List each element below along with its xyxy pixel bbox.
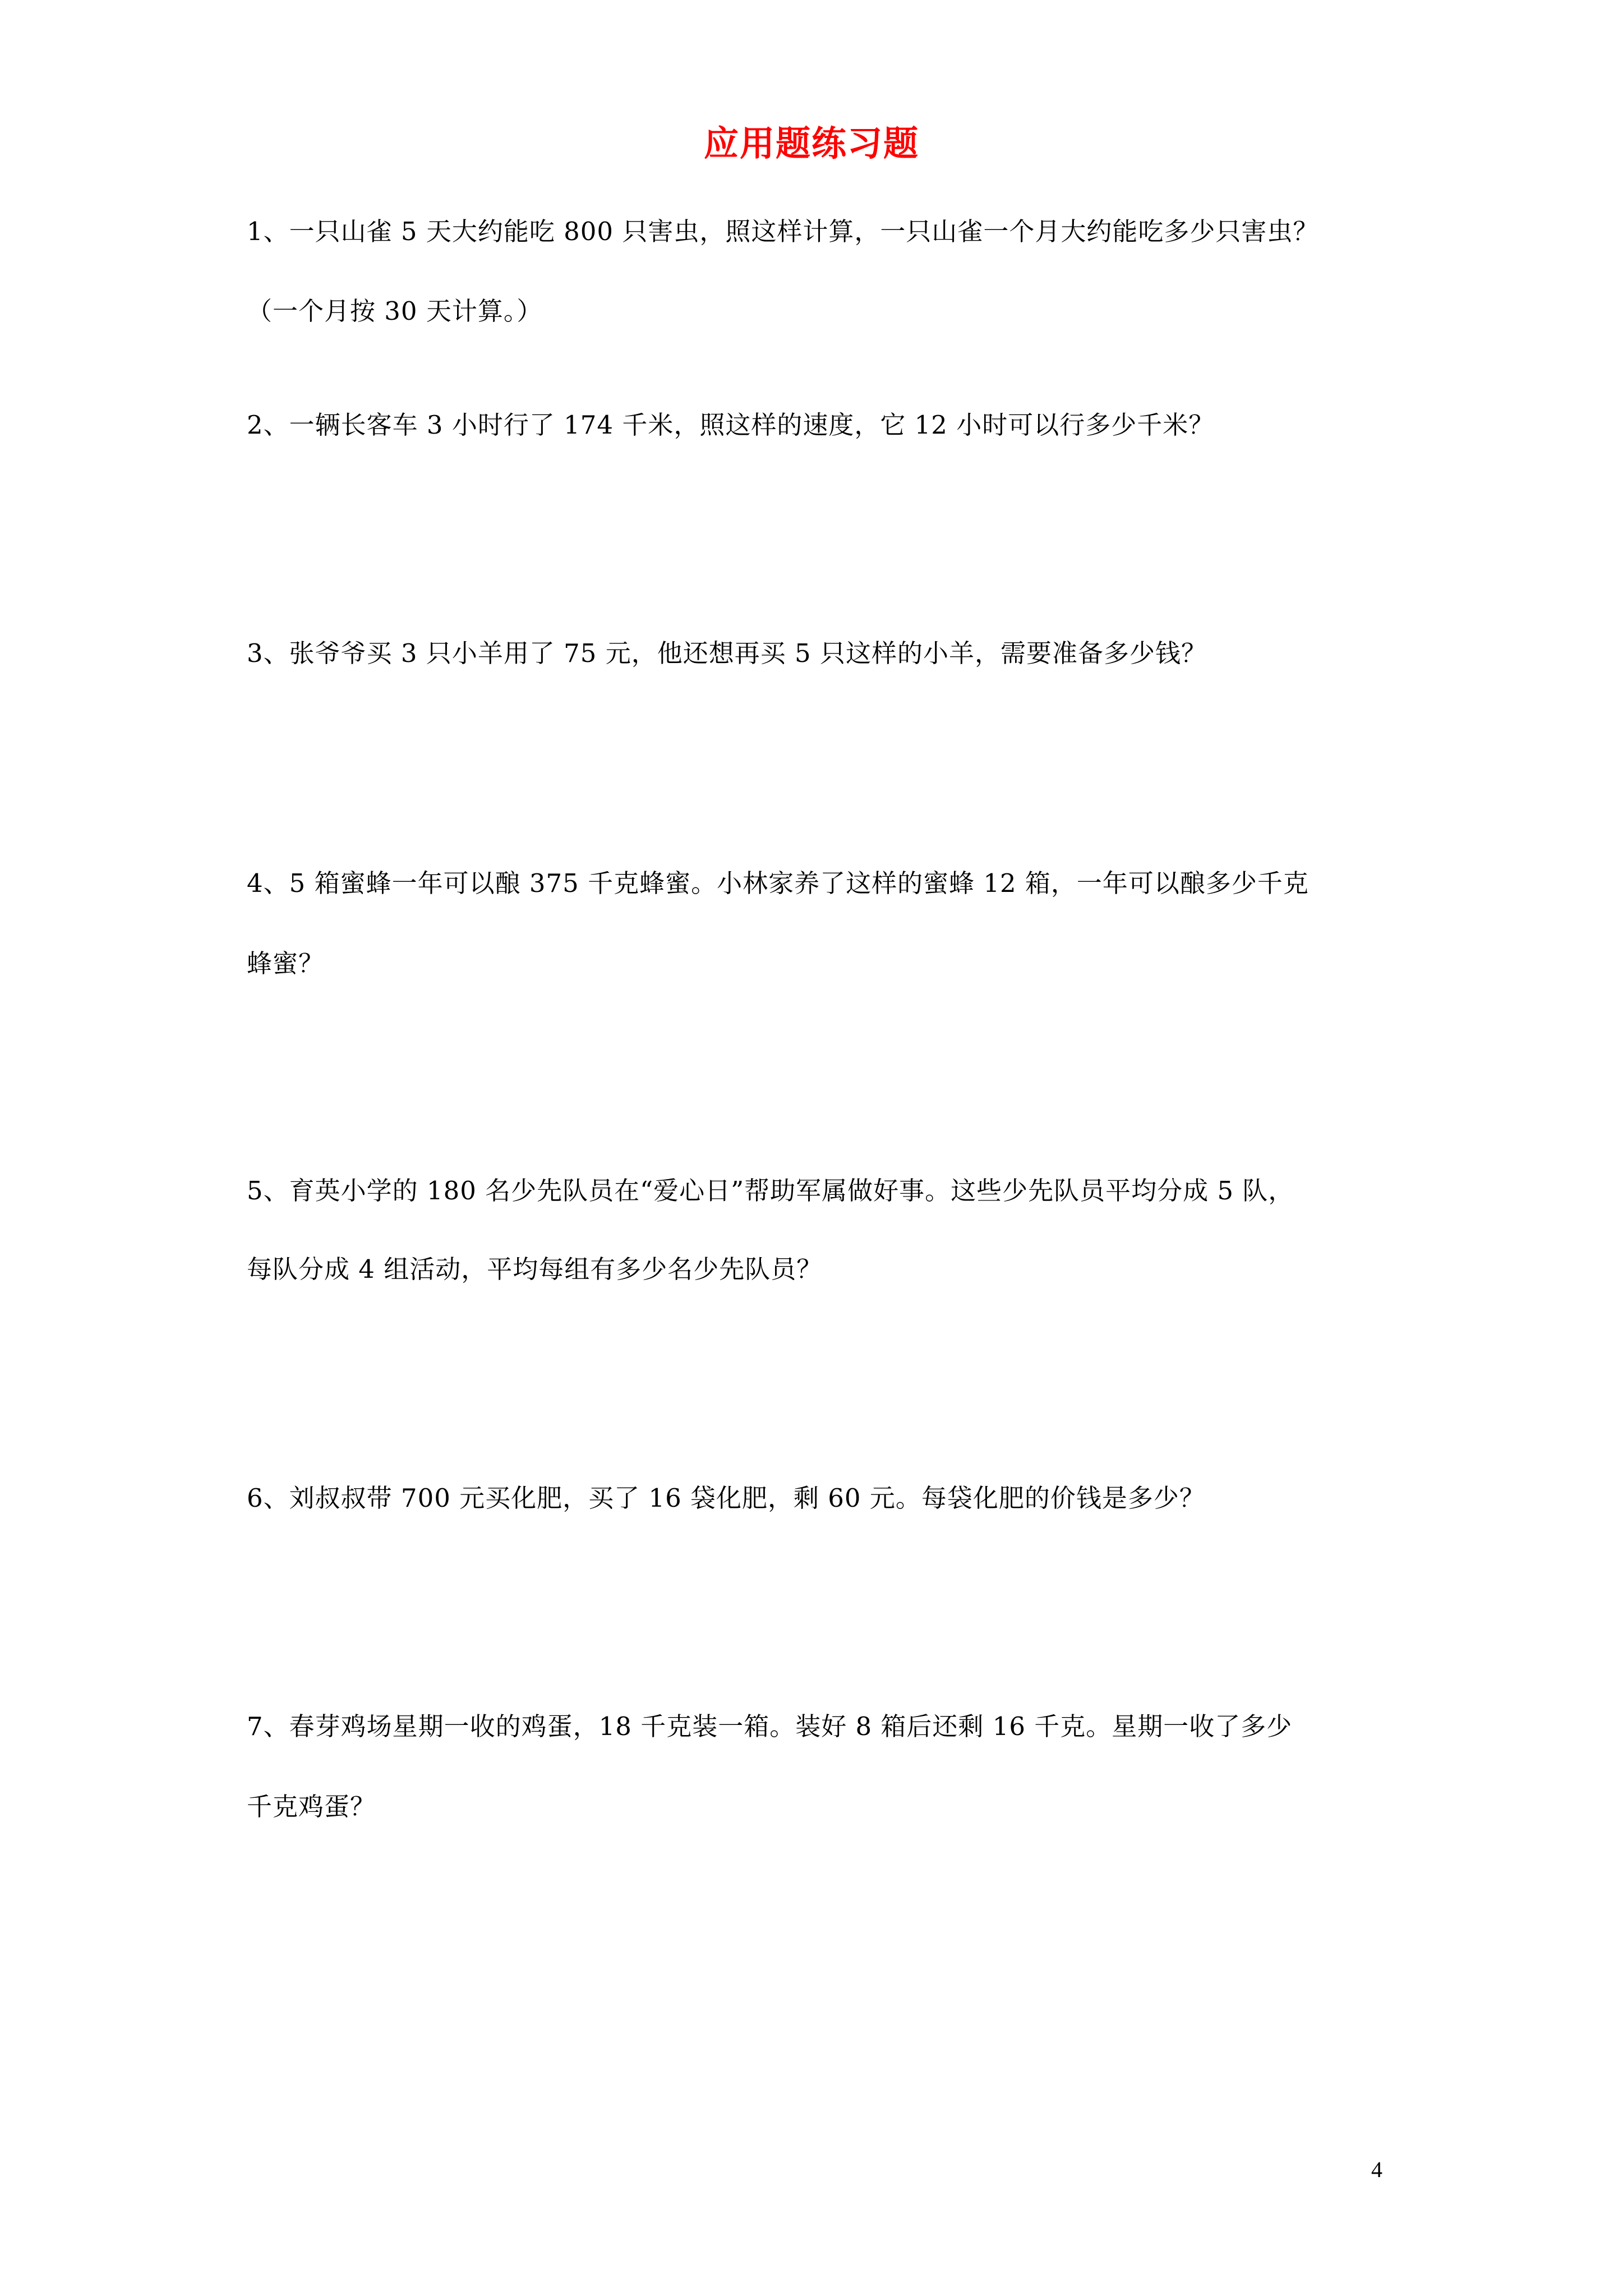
- question-1-line-1: 1、一只山雀 5 天大约能吃 800 只害虫，照这样计算，一只山雀一个月大约能吃多少只害虫？: [247, 217, 1319, 246]
- question-6-line-1: 6、刘叔叔带 700 元买化肥，买了 16 袋化肥，剩 60 元。每袋化肥的价钱是多少？: [247, 1483, 1205, 1513]
- question-7-line-1: 7、春芽鸡场星期一收的鸡蛋，18 千克装一箱。装好 8 箱后还剩 16 千克。星期一收了多少: [247, 1711, 1293, 1741]
- question-3-line-1: 3、张爷爷买 3 只小羊用了 75 元，他还想再买 5 只这样的小羊，需要准备多少钱？: [247, 638, 1207, 668]
- question-4-line-2: 蜂蜜？: [247, 949, 325, 978]
- question-2-line-1: 2、一辆长客车 3 小时行了 174 千米，照这样的速度，它 12 小时可以行多少千米？: [247, 410, 1215, 440]
- page-number: 4: [1371, 2157, 1382, 2182]
- question-5-line-2: 每队分成 4 组活动，平均每组有多少名少先队员？: [247, 1254, 823, 1284]
- question-4-line-1: 4、5 箱蜜蜂一年可以酿 375 千克蜂蜜。小林家养了这样的蜜蜂 12 箱，一年可以酿多少千克: [247, 868, 1309, 898]
- question-7-line-2: 千克鸡蛋？: [247, 1792, 376, 1821]
- question-5-line-1: 5、育英小学的 180 名少先队员在“爱心日”帮助军属做好事。这些少先队员平均分成 5 队，: [247, 1176, 1294, 1205]
- question-1-line-2: （一个月按 30 天计算。）: [247, 296, 543, 326]
- page-title: 应用题练习题: [703, 123, 919, 164]
